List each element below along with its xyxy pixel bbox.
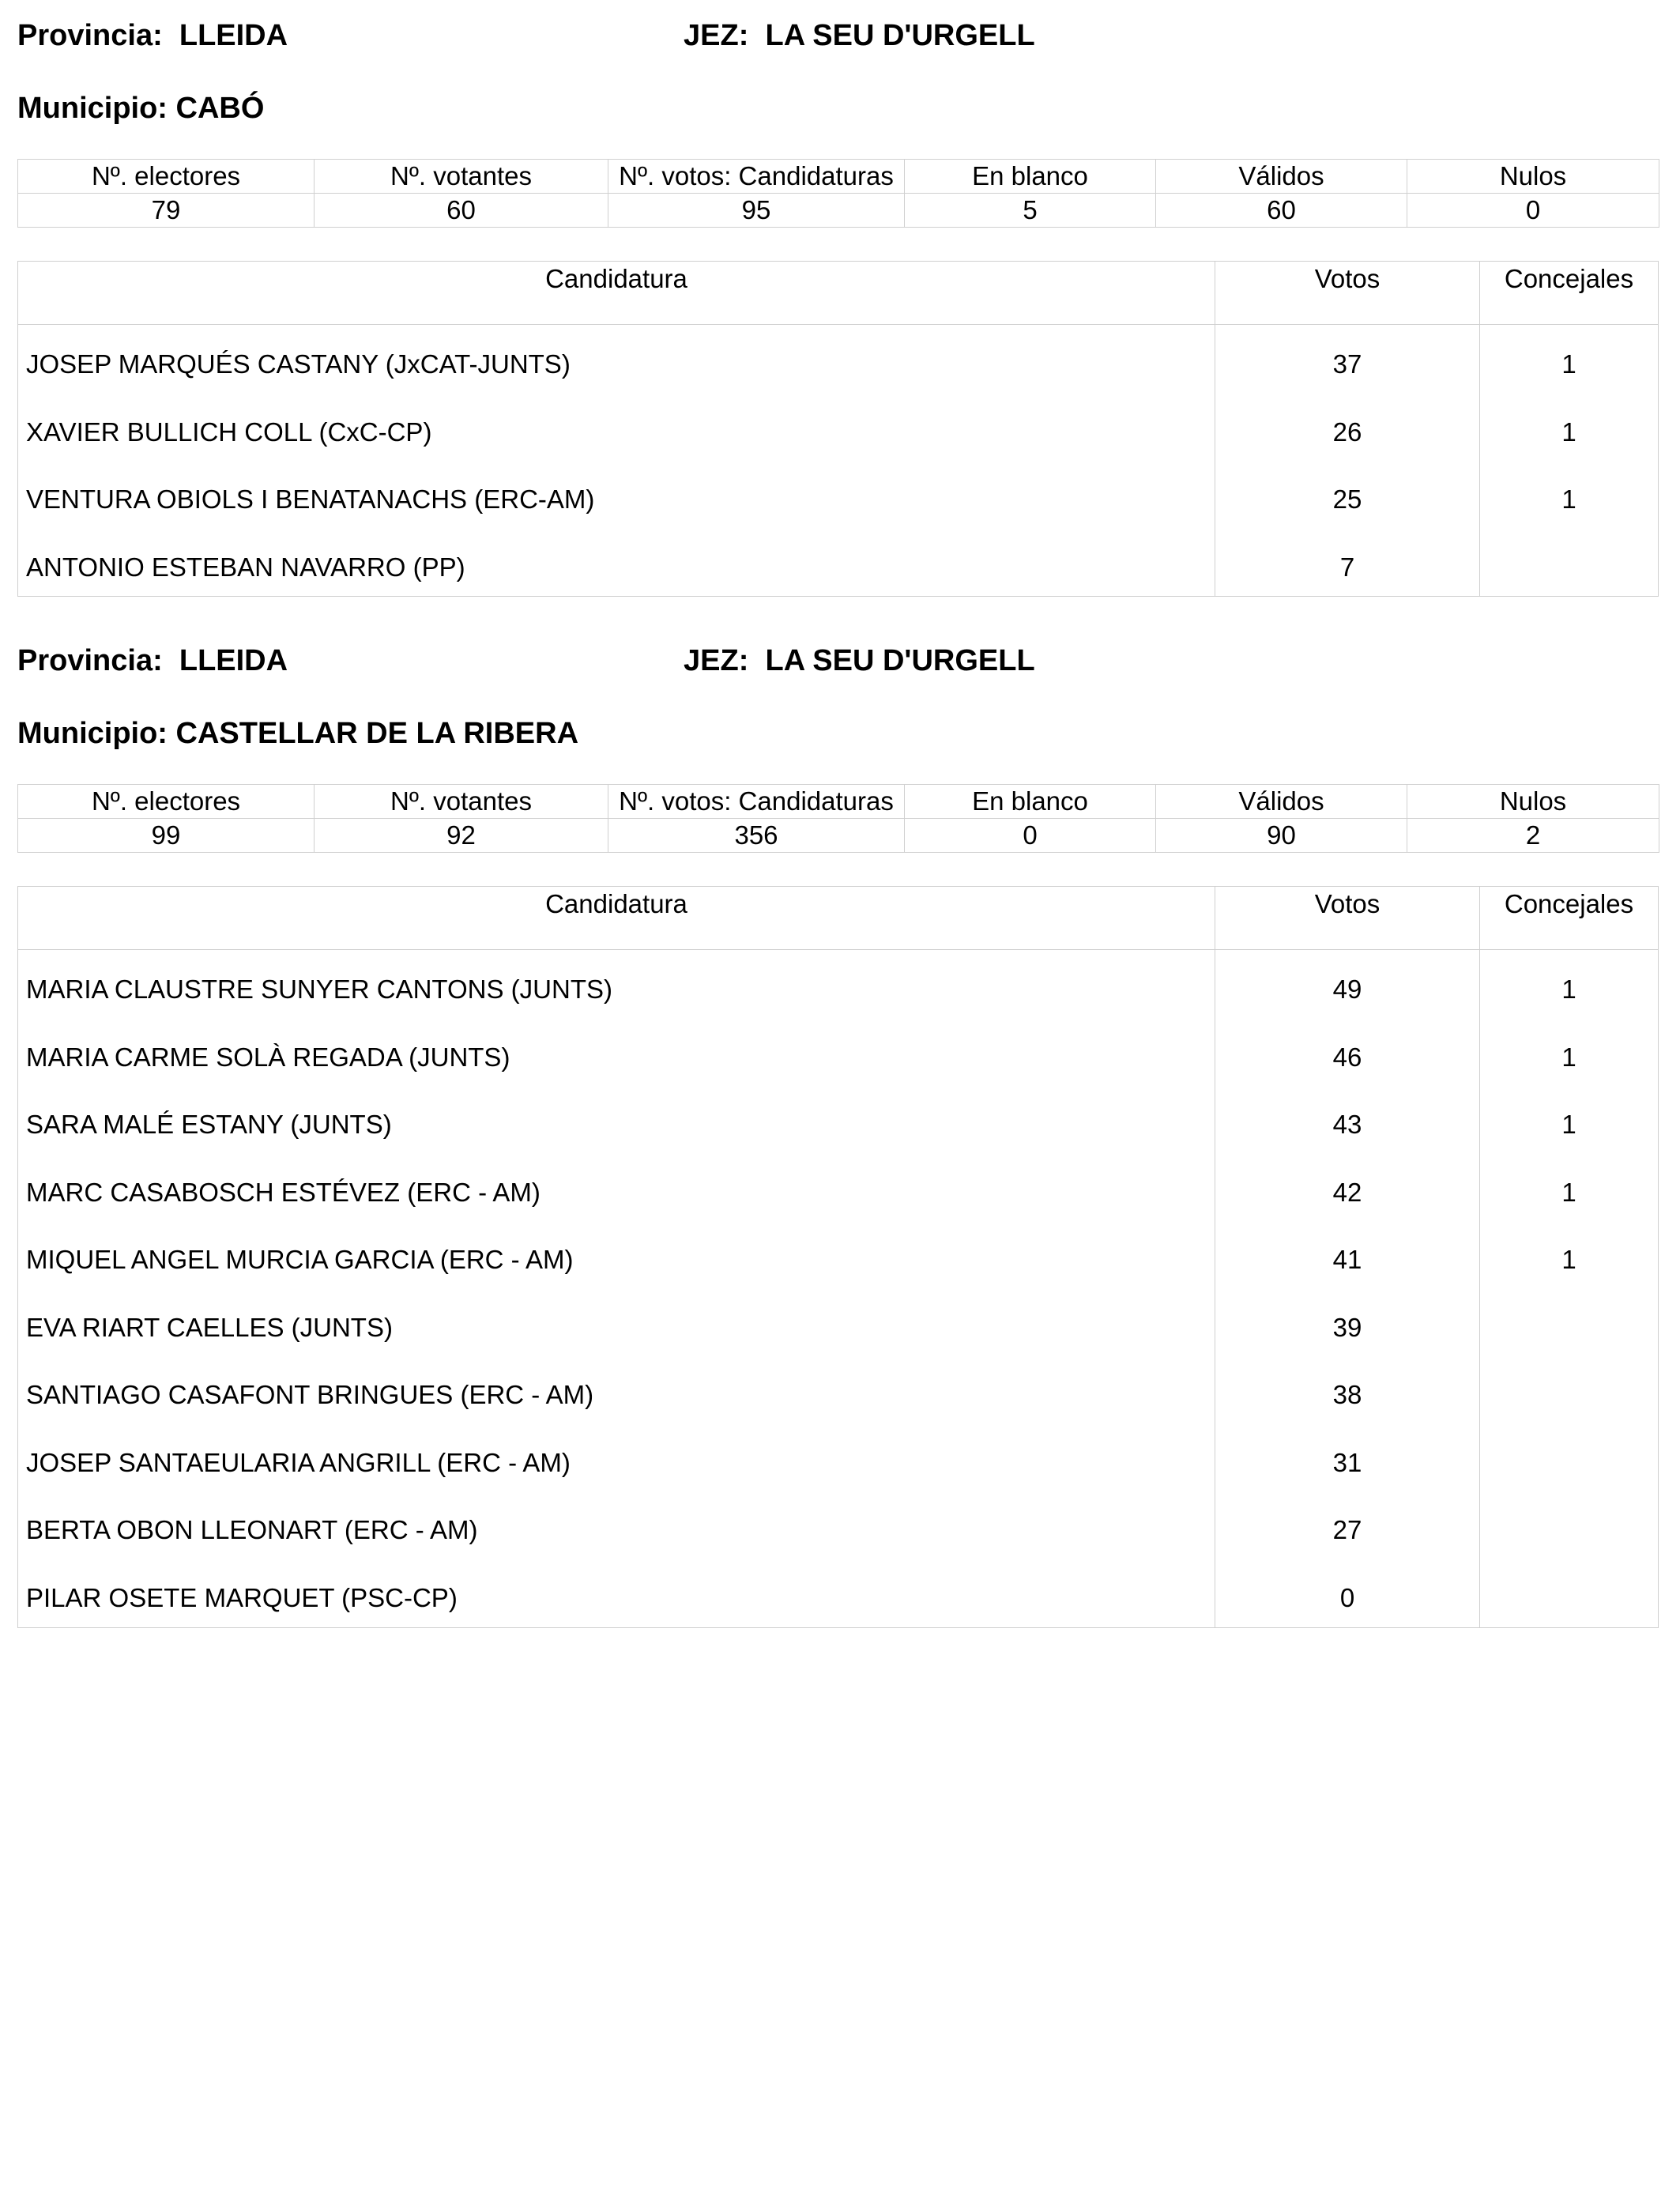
stats-value: 92 [315,819,608,853]
provincia-value: LLEIDA [179,19,288,52]
candidate-concejales [1480,1371,1658,1439]
stats-header: Nulos [1407,785,1659,819]
candidate-concejales: 1 [1561,349,1576,379]
stats-value: 0 [1407,194,1659,228]
candidate-name: MARIA CARME SOLÀ REGADA (JUNTS) [26,1042,510,1072]
candidate-concejales [1480,544,1658,612]
stats-value: 60 [1156,194,1407,228]
candidate-name: VENTURA OBIOLS I BENATANACHS (ERC-AM) [26,484,595,514]
jez-label: JEZ: [684,19,749,52]
provincia-value: LLEIDA [179,644,288,677]
candidate-votos: 31 [1332,1447,1362,1477]
candidate-votos: 49 [1332,974,1362,1004]
stats-value-row [18,194,1659,228]
candidate-name: MIQUEL ANGEL MURCIA GARCIA (ERC - AM) [26,1245,574,1274]
stats-header: Nº. electores [18,160,315,194]
candidate-concejales: 1 [1561,974,1576,1004]
jez-heading [684,17,1035,54]
candidate-concejales [1480,1574,1658,1642]
provincia-heading [17,17,288,54]
stats-value: 2 [1407,819,1659,853]
candidate-concejales: 1 [1561,484,1576,514]
stats-value-row [18,819,1659,853]
candidate-name: BERTA OBON LLEONART (ERC - AM) [26,1515,478,1544]
jez-heading [684,643,1035,679]
concejales-header: Concejales [1504,264,1634,293]
jez-value: LA SEU D'URGELL [765,19,1035,52]
candidatura-header: Candidatura [18,887,1215,949]
stats-header: Nº. votantes [315,785,608,819]
stats-header: Nº. electores [18,785,315,819]
candidate-votos: 27 [1332,1515,1362,1544]
candidate-name: MARC CASABOSCH ESTÉVEZ (ERC - AM) [26,1177,541,1207]
candidate-votos: 39 [1332,1312,1362,1342]
candidate-concejales: 1 [1561,1245,1576,1274]
candidate-votos: 42 [1332,1177,1362,1207]
municipio-value: CABÓ [175,92,265,125]
stats-header: Válidos [1156,160,1407,194]
stats-value: 95 [608,194,905,228]
candidates-table [17,886,1659,1628]
stats-value: 5 [905,194,1156,228]
candidate-votos: 41 [1332,1245,1362,1274]
stats-header: Nº. votantes [315,160,608,194]
candidate-name: SANTIAGO CASAFONT BRINGUES (ERC - AM) [26,1380,594,1409]
concejales-header: Concejales [1504,889,1634,918]
municipio-label: Municipio: [17,717,168,750]
candidate-votos: 7 [1339,552,1355,582]
stats-value: 0 [905,819,1156,853]
candidate-concejales: 1 [1561,417,1576,447]
stats-header-row [18,160,1659,194]
candidatura-header: Candidatura [18,262,1215,324]
jez-value: LA SEU D'URGELL [765,644,1035,677]
candidate-concejales: 1 [1561,1177,1576,1207]
stats-value: 79 [18,194,315,228]
provincia-label: Provincia: [17,644,163,677]
candidates-header-row [18,887,1658,950]
stats-value: 99 [18,819,315,853]
municipio-value: CASTELLAR DE LA RIBERA [175,717,579,750]
stats-value: 90 [1156,819,1407,853]
candidate-votos: 46 [1332,1042,1362,1072]
jez-label: JEZ: [684,644,749,677]
stats-table [17,159,1659,228]
stats-header: Válidos [1156,785,1407,819]
candidate-votos: 0 [1339,1582,1355,1612]
votos-header: Votos [1215,887,1480,949]
candidate-votos: 26 [1332,417,1362,447]
municipio-heading [17,715,578,752]
candidate-votos: 43 [1332,1110,1362,1139]
stats-header: Nº. votos: Candidaturas [608,160,905,194]
municipio-heading [17,90,264,126]
candidate-name: SARA MALÉ ESTANY (JUNTS) [26,1110,392,1139]
candidate-name: EVA RIART CAELLES (JUNTS) [26,1312,393,1342]
candidate-concejales: 1 [1561,1042,1576,1072]
candidate-name: JOSEP MARQUÉS CASTANY (JxCAT-JUNTS) [26,349,571,379]
candidate-concejales [1480,1439,1658,1507]
candidates-header-row [18,262,1658,325]
candidate-concejales [1480,1304,1658,1372]
municipio-label: Municipio: [17,92,168,125]
candidate-votos: 25 [1332,484,1362,514]
stats-header: En blanco [905,785,1156,819]
stats-header: Nº. votos: Candidaturas [608,785,905,819]
candidate-name: PILAR OSETE MARQUET (PSC-CP) [26,1582,458,1612]
candidate-name: MARIA CLAUSTRE SUNYER CANTONS (JUNTS) [26,974,612,1004]
candidate-name: XAVIER BULLICH COLL (CxC-CP) [26,417,432,447]
stats-value: 60 [315,194,608,228]
provincia-label: Provincia: [17,19,163,52]
stats-header: En blanco [905,160,1156,194]
candidate-votos: 37 [1332,349,1362,379]
candidate-concejales: 1 [1561,1110,1576,1139]
candidates-table [17,261,1659,597]
stats-value: 356 [608,819,905,853]
candidate-concejales [1480,1506,1658,1574]
candidate-name: JOSEP SANTAEULARIA ANGRILL (ERC - AM) [26,1447,571,1477]
votos-header: Votos [1215,262,1480,324]
provincia-heading [17,643,288,679]
stats-header: Nulos [1407,160,1659,194]
stats-header-row [18,785,1659,819]
candidate-votos: 38 [1332,1380,1362,1409]
stats-table [17,784,1659,853]
candidate-name: ANTONIO ESTEBAN NAVARRO (PP) [26,552,465,582]
